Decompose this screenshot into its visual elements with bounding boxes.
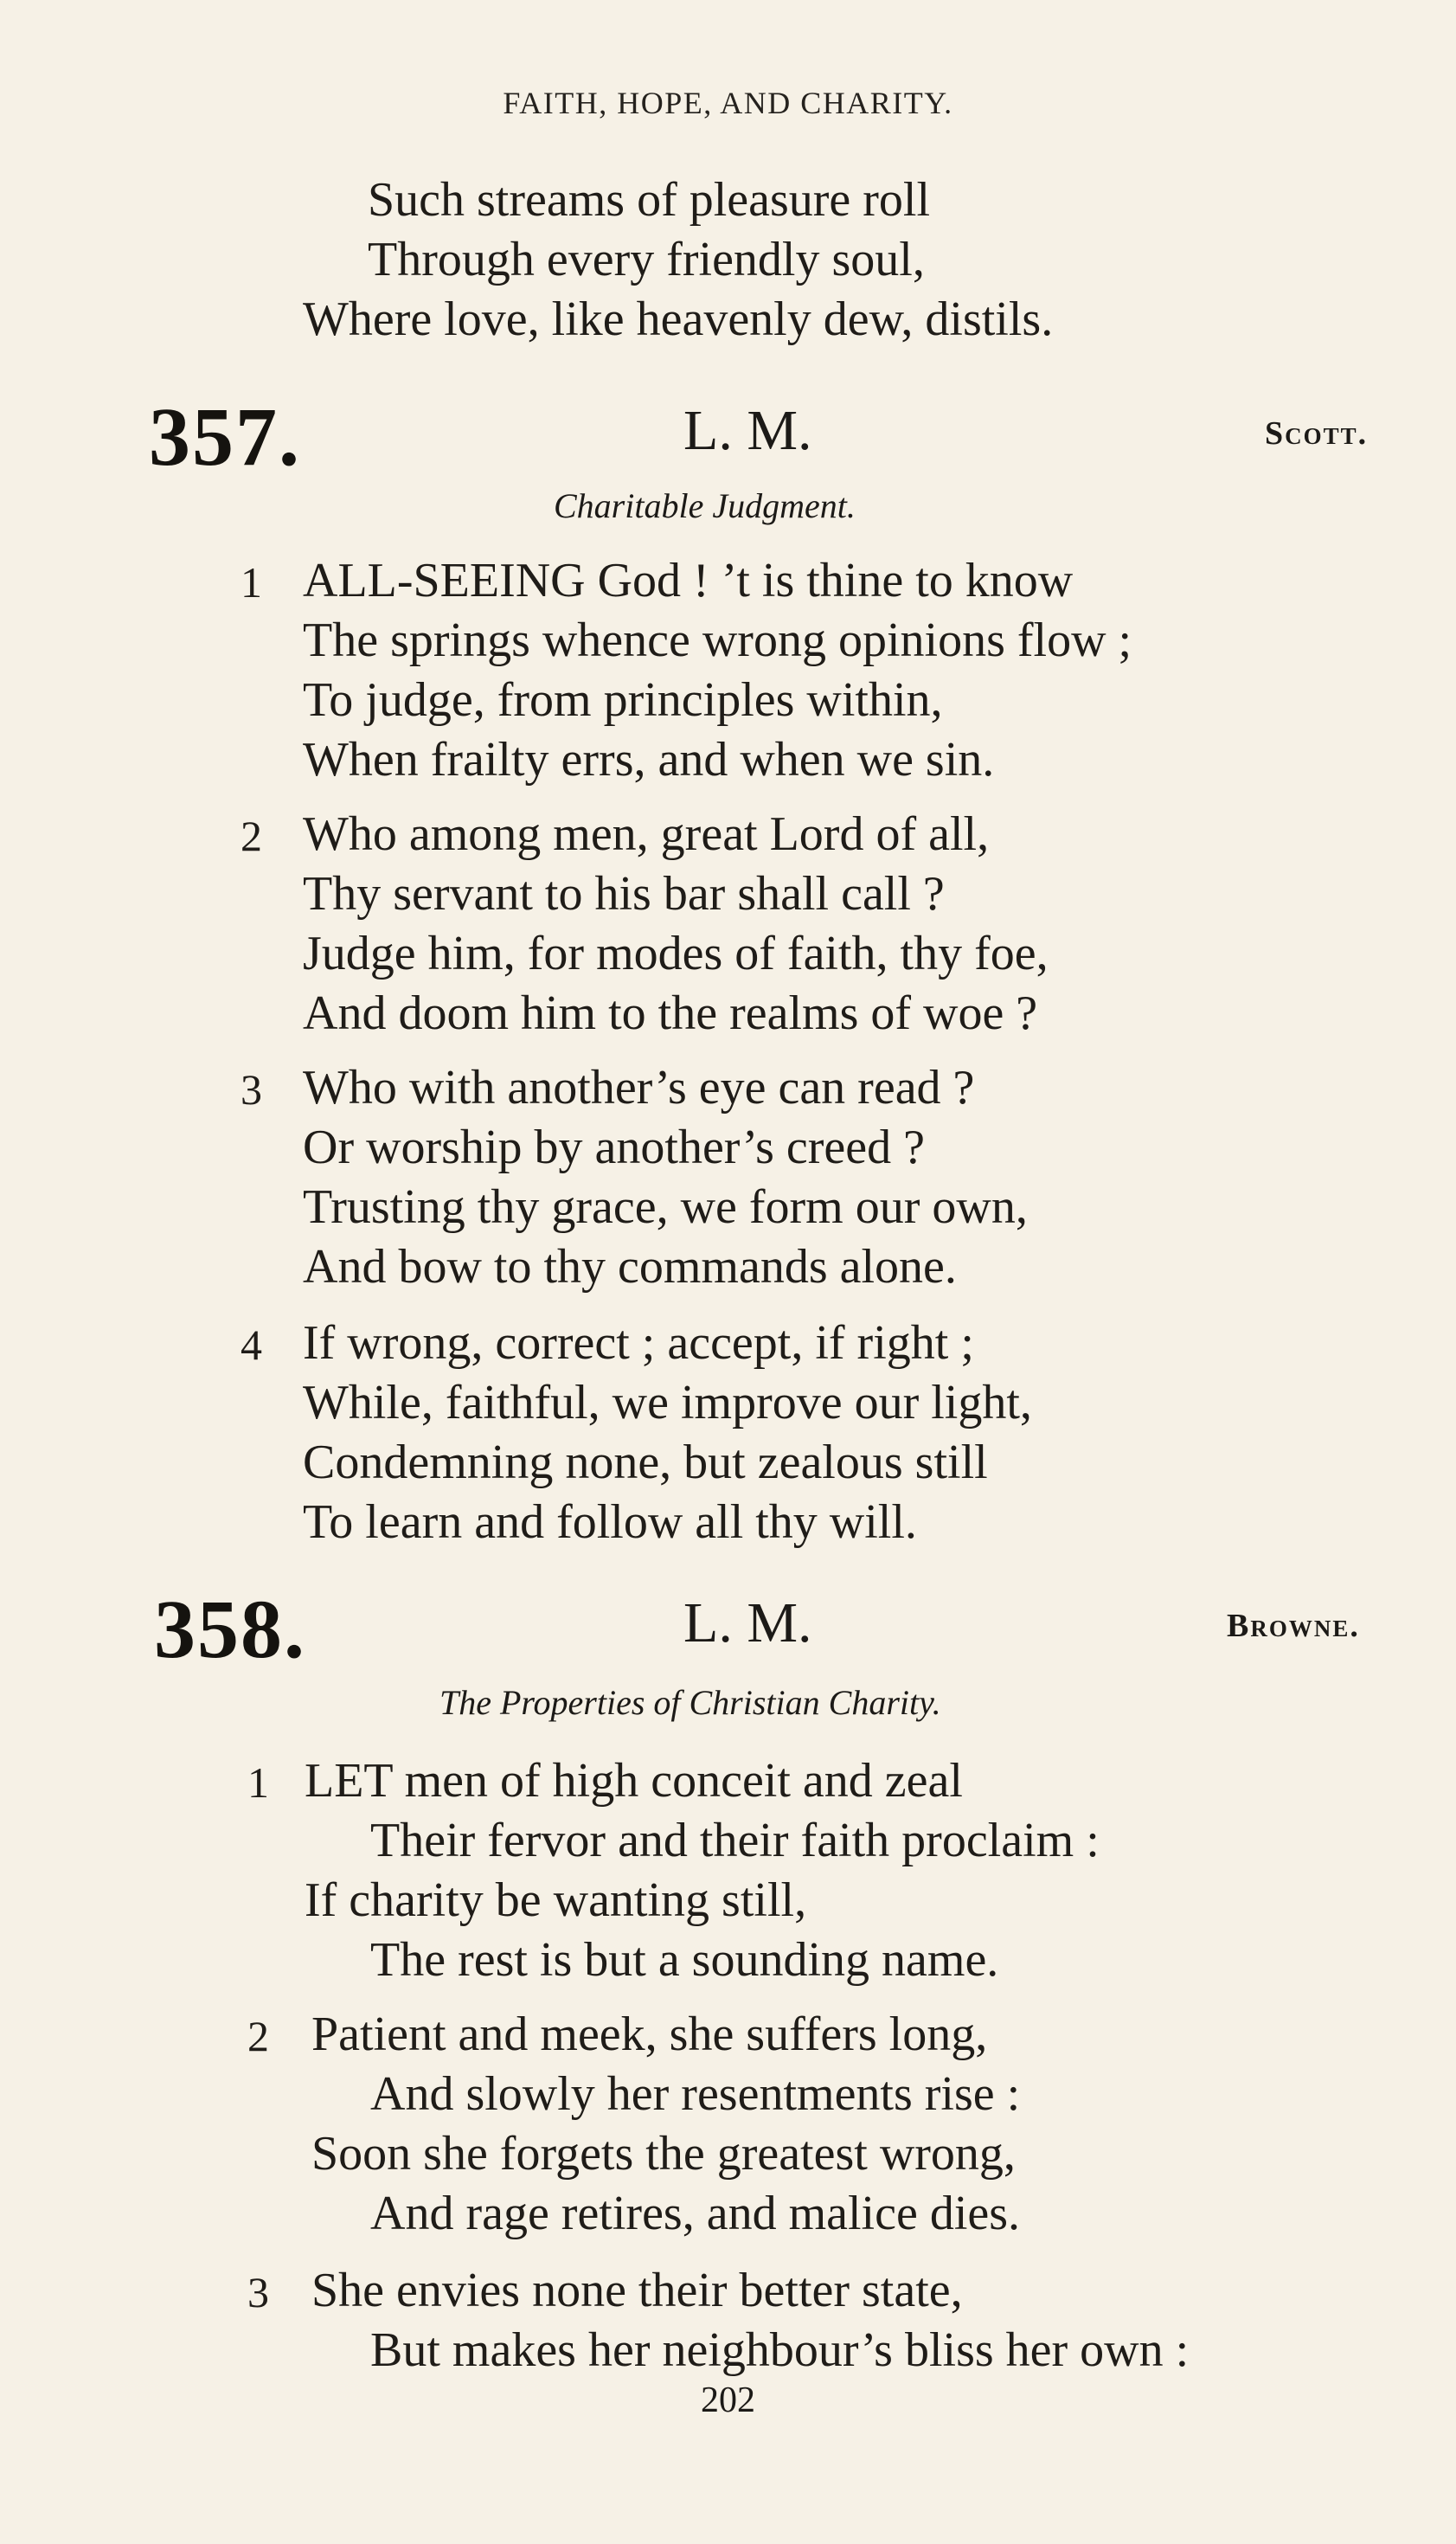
hymn-subtitle: The Properties of Christian Charity. [439,1683,941,1722]
verse-line: When frailty errs, and when we sin. [303,733,995,787]
verse-number: 1 [241,558,262,607]
hymn-subtitle: Charitable Judgment. [554,486,856,525]
verse-line: LET men of high conceit and zeal [305,1754,963,1808]
verse-line: Soon she forgets the greatest wrong, [311,2127,1016,2181]
verse-number: 2 [247,2012,269,2060]
continuation-line: Through every friendly soul, [368,233,925,286]
verse-line: Who among men, great Lord of all, [303,807,990,861]
hymn-author: Scott. [1265,415,1369,452]
verse-line: Thy servant to his bar shall call ? [303,867,945,921]
verse-line: The springs whence wrong opinions flow ; [303,614,1132,667]
verse-line: And bow to thy commands alone. [303,1240,957,1294]
verse-number: 3 [247,2268,269,2316]
verse-line: But makes her neighbour’s bliss her own : [370,2323,1190,2377]
verse-line: And slowly her resentments rise : [370,2067,1021,2121]
verse-line: Trusting thy grace, we form our own, [303,1180,1028,1234]
verse-line: Or worship by another’s creed ? [303,1121,925,1174]
verse-line: Patient and meek, she suffers long, [311,2008,988,2061]
verse-line: And doom him to the realms of woe ? [303,986,1038,1040]
hymn-author: Browne. [1227,1608,1360,1644]
running-head: FAITH, HOPE, AND CHARITY. [503,86,953,120]
verse-line: Condemning none, but zealous still [303,1436,988,1489]
verse-line: ALL-SEEING God ! ’t is thine to know [303,554,1074,607]
continuation-line: Such streams of pleasure roll [368,173,931,227]
verse-line: Their fervor and their faith proclaim : [370,1814,1100,1867]
verse-line: While, faithful, we improve our light, [303,1376,1032,1429]
verse-line: Who with another’s eye can read ? [303,1061,975,1115]
verse-line: If wrong, correct ; accept, if right ; [303,1316,974,1370]
continuation-line: Where love, like heavenly dew, distils. [303,292,1054,346]
verse-line: To learn and follow all thy will. [303,1495,917,1549]
verse-line: Judge him, for modes of faith, thy foe, [303,927,1049,980]
verse-number: 2 [241,812,262,860]
verse-line: To judge, from principles within, [303,673,943,727]
verse-number: 1 [247,1758,269,1807]
hymn-meter: L. M. [683,1591,812,1654]
verse-number: 4 [241,1320,262,1369]
verse-line: And rage retires, and malice dies. [370,2187,1021,2240]
verse-number: 3 [241,1065,262,1114]
verse-line: The rest is but a sounding name. [370,1933,999,1987]
hymn-number: 357. [149,390,301,483]
page-number: 202 [701,2380,755,2420]
verse-line: If charity be wanting still, [305,1873,807,1927]
hymn-meter: L. M. [683,399,812,462]
hymn-number: 358. [154,1583,306,1675]
verse-line: She envies none their better state, [311,2264,963,2317]
